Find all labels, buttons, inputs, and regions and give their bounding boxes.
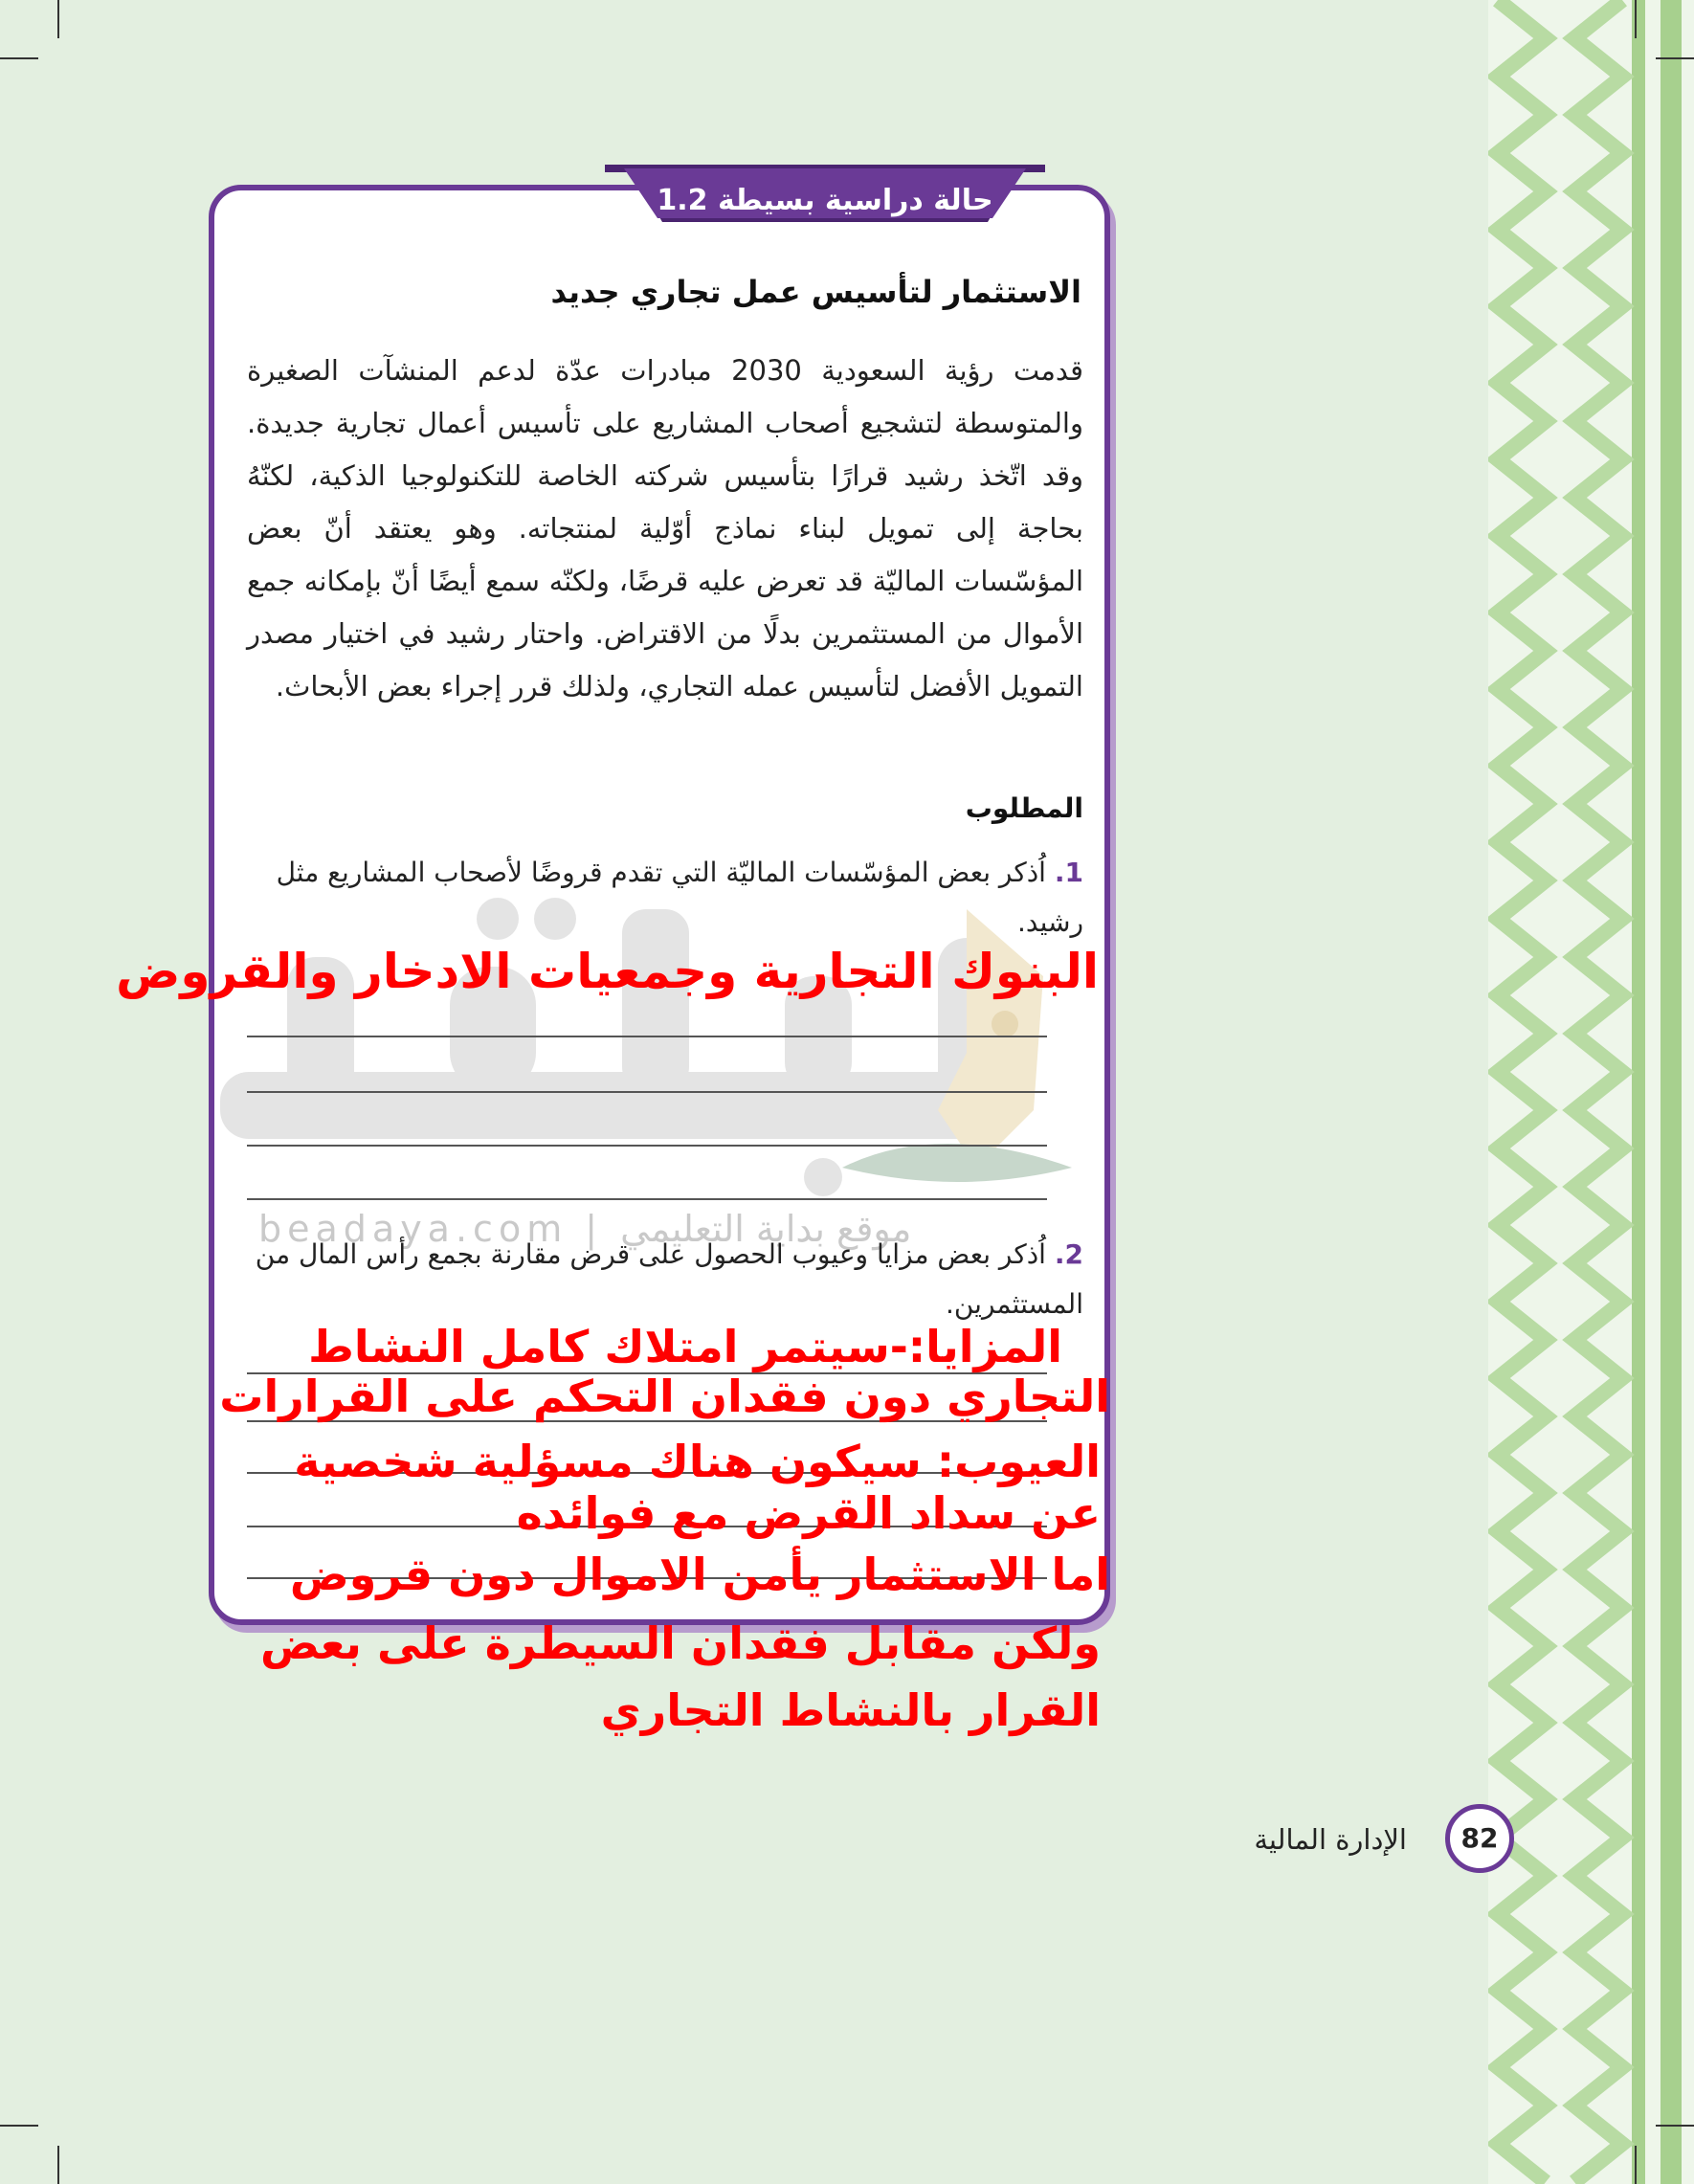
answer-2-line: اما الاستثمار يأمن الاموال دون قروض bbox=[289, 1549, 1110, 1600]
required-heading: المطلوب bbox=[965, 792, 1083, 824]
crop-mark bbox=[57, 0, 59, 38]
footer-title: الإدارة المالية bbox=[1254, 1823, 1407, 1856]
answer-2-line: التجاري دون فقدان التحكم على القرارات bbox=[219, 1371, 1110, 1422]
case-title: الاستثمار لتأسيس عمل تجاري جديد bbox=[550, 274, 1081, 310]
crop-mark bbox=[1656, 2125, 1694, 2127]
crop-mark bbox=[1656, 57, 1694, 59]
crop-mark bbox=[0, 57, 38, 59]
crop-mark bbox=[1635, 0, 1637, 38]
question-1 bbox=[239, 848, 1083, 947]
crop-mark bbox=[1635, 2146, 1637, 2184]
zigzag-pattern-icon bbox=[1488, 0, 1694, 2184]
answer-line bbox=[247, 1036, 1047, 1037]
answer-2-line: القرار بالنشاط التجاري bbox=[600, 1684, 1101, 1736]
answer-2-line: عن سداد القرض مع فوائده bbox=[516, 1487, 1101, 1539]
page-number: 82 bbox=[1445, 1804, 1514, 1873]
answer-line bbox=[247, 1091, 1047, 1093]
question-2 bbox=[239, 1230, 1083, 1329]
decorative-border bbox=[1488, 0, 1694, 2184]
answer-line bbox=[247, 1198, 1047, 1200]
crop-mark bbox=[0, 2125, 38, 2127]
question-text: اُذكر بعض المؤسّسات الماليّة التي تقدم قروضًا لأصحاب المشاريع مثل رشيد. bbox=[276, 857, 1083, 938]
question-number: 2. bbox=[1054, 1238, 1083, 1270]
question-text: اُذكر بعض مزايا وعيوب الحصول على قرض مقارنة بجمع رأس المال من المستثمرين. bbox=[255, 1238, 1083, 1320]
case-paragraph: قدمت رؤية السعودية 2030 مبادرات عدّة لدعم المنشآت الصغيرة والمتوسطة لتشجيع أصحاب المشاريع على تأسيس أعمال تجارية جديدة. وقد اتّخذ رشيد قرارًا بتأسيس شركته الخاصة للتكنولوجيا الذكية، لكنّهُ بحاجة إلى تمويل لبناء نماذج أوّلية لمنتجاته. وهو يعتقد أنّ بعض المؤسّسات الماليّة قد تعرض عليه قرضًا، ولكنّه سمع أيضًا أنّ بإمكانه جمع الأموال من المستثمرين بدلًا من الاقتراض. واحتار رشيد في اختيار مصدر التمويل الأفضل لتأسيس عمله التجاري، ولذلك قرر إجراء بعض الأبحاث. bbox=[247, 354, 1083, 702]
answer-1: البنوك التجارية وجمعيات الادخار والقروض bbox=[116, 944, 1099, 999]
answer-2-line: ولكن مقابل فقدان السيطرة على بعض bbox=[259, 1617, 1101, 1669]
answer-2-line: العيوب: سيكون هناك مسؤلية شخصية bbox=[294, 1436, 1101, 1487]
answer-2-line: المزايا:-سيتمر امتلاك كامل النشاط bbox=[308, 1321, 1062, 1372]
crop-mark bbox=[57, 2146, 59, 2184]
case-tab-label: حالة دراسية بسيطة 1.2 bbox=[657, 184, 993, 217]
watermark-url: beadaya.com | موقع بداية التعليمي bbox=[258, 1208, 912, 1250]
answer-line bbox=[247, 1145, 1047, 1147]
question-number: 1. bbox=[1054, 857, 1083, 888]
